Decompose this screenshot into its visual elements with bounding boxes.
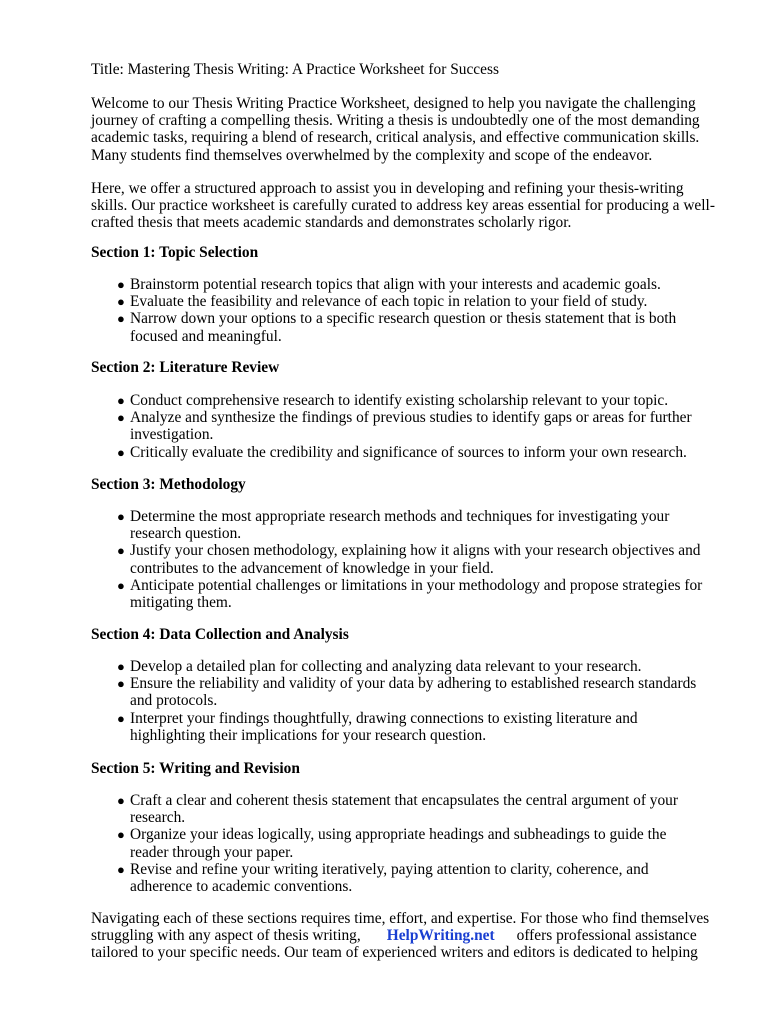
list-item-text: adherence to academic conventions.: [130, 878, 353, 896]
list-item-text: highlighting their implications for your research question.: [130, 726, 487, 744]
list-item: [117, 276, 676, 293]
section-4-heading: Section 4: Data Collection and Analysis: [91, 626, 349, 643]
list-item-text: research question.: [130, 525, 242, 543]
list-item: [117, 826, 678, 860]
section-3-heading: Section 3: Methodology: [91, 476, 246, 493]
bullet-icon: ●: [117, 861, 125, 877]
bullet-icon: ●: [117, 793, 125, 808]
list-item: [117, 293, 676, 310]
list-item: [117, 392, 692, 409]
bullet-icon: ●: [117, 710, 125, 726]
list-item-text: Interpret your findings thoughtfully, drawing connections to existing literature and: [130, 709, 638, 727]
list-item-text: Anticipate potential challenges or limitations in your methodology and propose strategies for: [130, 576, 703, 594]
section-2-list: [117, 392, 692, 461]
list-item-text: Determine the most appropriate research methods and techniques for investigating your: [130, 508, 670, 525]
bullet-icon: ●: [117, 444, 125, 460]
approach-line: skills. Our practice worksheet is carefully curated to address key areas essential for producing a well-: [91, 197, 715, 215]
section-5-list: [117, 792, 678, 895]
section-1-list: [117, 276, 676, 345]
list-item: [117, 577, 702, 611]
section-4-list: [117, 658, 696, 744]
closing-text: struggling with any aspect of thesis writing,: [91, 927, 361, 945]
bullet-icon: ●: [117, 827, 125, 843]
list-item: [117, 444, 692, 461]
list-item: [117, 710, 696, 744]
closing-line: tailored to your specific needs. Our team of experienced writers and editors is dedicated to helping: [91, 944, 698, 962]
list-item-text: Brainstorm potential research topics that align with your interests and academic goals.: [130, 276, 661, 293]
list-item: [117, 658, 696, 675]
document-title: Title: Mastering Thesis Writing: A Practice Worksheet for Success: [91, 61, 499, 78]
bullet-icon: ●: [117, 577, 125, 593]
list-item-text: investigation.: [130, 426, 214, 444]
list-item-text: contributes to the advancement of knowledge in your field.: [130, 559, 494, 577]
list-item-text: Conduct comprehensive research to identify existing scholarship relevant to your topic.: [130, 392, 669, 409]
list-item-text: focused and meaningful.: [130, 327, 282, 345]
list-item-text: Justify your chosen methodology, explaining how it aligns with your research objectives and: [130, 542, 701, 560]
bullet-icon: ●: [117, 294, 125, 310]
list-item-text: reader through your paper.: [130, 843, 294, 861]
list-item-text: Analyze and synthesize the findings of previous studies to identify gaps or areas for further: [130, 409, 692, 427]
bullet-icon: ●: [117, 659, 125, 674]
list-item-text: research.: [130, 809, 186, 827]
bullet-icon: ●: [117, 509, 125, 524]
bullet-icon: ●: [117, 410, 125, 426]
list-item-text: and protocols.: [130, 692, 218, 710]
section-5-heading: Section 5: Writing and Revision: [91, 760, 300, 777]
approach-line: crafted thesis that meets academic standards and demonstrates scholarly rigor.: [91, 214, 572, 232]
bullet-icon: ●: [117, 543, 125, 559]
intro-line: academic tasks, requiring a blend of research, critical analysis, and effective communication skills.: [91, 129, 700, 147]
list-item: [117, 675, 696, 709]
list-item: [117, 792, 678, 826]
bullet-icon: ●: [117, 676, 125, 692]
bullet-icon: ●: [117, 311, 125, 327]
intro-line: journey of crafting a compelling thesis. Writing a thesis is undoubtedly one of the most demanding: [91, 112, 700, 130]
bullet-icon: ●: [117, 393, 125, 408]
list-item-text: Critically evaluate the credibility and significance of sources to inform your own research.: [130, 443, 687, 461]
intro-line: Welcome to our Thesis Writing Practice Worksheet, designed to help you navigate the challenging: [91, 95, 696, 112]
list-item: [117, 861, 678, 895]
list-item: [117, 542, 702, 576]
approach-paragraph: [91, 180, 727, 232]
list-item-text: Develop a detailed plan for collecting and analyzing data relevant to your research.: [130, 658, 642, 675]
list-item-text: Revise and refine your writing iteratively, paying attention to clarity, coherence, and: [130, 860, 649, 878]
closing-line: [91, 927, 727, 944]
section-2-heading: Section 2: Literature Review: [91, 359, 280, 376]
list-item-text: Evaluate the feasibility and relevance of each topic in relation to your field of study.: [130, 293, 648, 311]
list-item: [117, 310, 676, 344]
approach-line: Here, we offer a structured approach to assist you in developing and refining your thesis-writing: [91, 180, 684, 197]
closing-paragraph: [91, 910, 727, 962]
list-item: [117, 409, 692, 443]
list-item-text: mitigating them.: [130, 594, 232, 612]
closing-line: Navigating each of these sections requires time, effort, and expertise. For those who find themselves: [91, 910, 710, 927]
list-item-text: Craft a clear and coherent thesis statement that encapsulates the central argument of your: [130, 792, 678, 809]
list-item-text: Organize your ideas logically, using appropriate headings and subheadings to guide the: [130, 826, 667, 844]
list-item-text: Narrow down your options to a specific research question or thesis statement that is both: [130, 310, 677, 328]
intro-line: Many students find themselves overwhelmed by the complexity and scope of the endeavor.: [91, 146, 653, 164]
list-item-text: Ensure the reliability and validity of your data by adhering to established research standards: [130, 675, 697, 693]
bullet-icon: ●: [117, 277, 125, 292]
section-3-list: [117, 508, 702, 611]
closing-text: offers professional assistance: [516, 927, 697, 945]
helpwriting-link[interactable]: HelpWriting.net: [386, 927, 495, 945]
list-item: [117, 508, 702, 542]
section-1-heading: Section 1: Topic Selection: [91, 244, 259, 261]
intro-paragraph: [91, 95, 727, 164]
